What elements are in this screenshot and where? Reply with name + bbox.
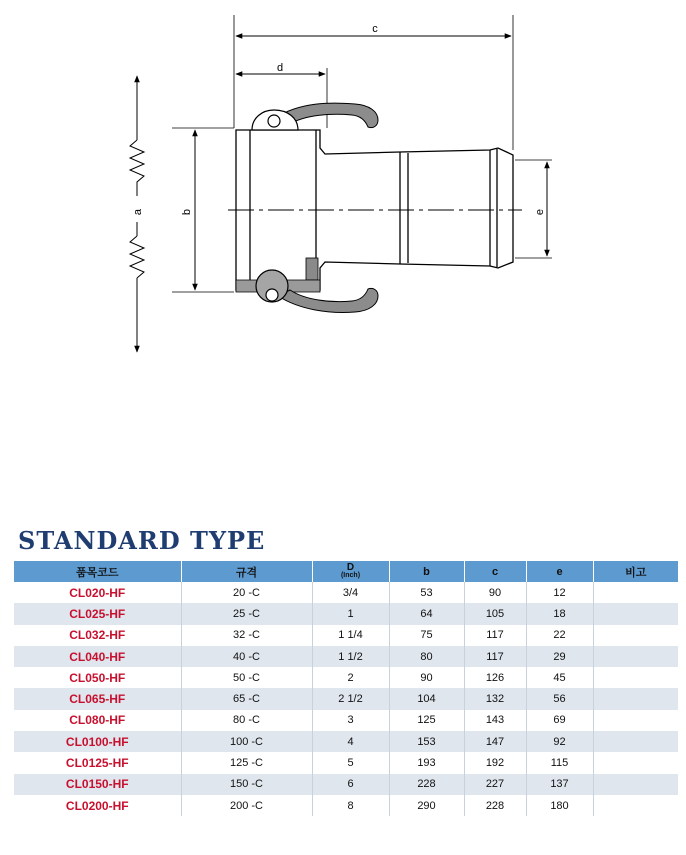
cell-b: 64 xyxy=(389,603,464,624)
cell-spec: 32 -C xyxy=(181,625,312,646)
cell-d: 1 xyxy=(312,603,389,624)
table-row xyxy=(14,667,678,688)
cell-e: 137 xyxy=(526,774,593,795)
spec-table xyxy=(14,561,678,816)
cell-b: 290 xyxy=(389,795,464,816)
cell-c: 147 xyxy=(464,731,526,752)
header-d-unit: (Inch) xyxy=(340,572,361,579)
cell-e: 22 xyxy=(526,625,593,646)
cell-code: CL0125-HF xyxy=(14,752,181,773)
table-header-row xyxy=(14,561,678,582)
dim-label-d: d xyxy=(276,62,284,74)
cell-c: 192 xyxy=(464,752,526,773)
dim-label-c: c xyxy=(372,23,378,35)
cell-c: 90 xyxy=(464,582,526,603)
cell-spec: 65 -C xyxy=(181,688,312,709)
cell-code: CL065-HF xyxy=(14,688,181,709)
table-row xyxy=(14,752,678,773)
gasket-section xyxy=(306,258,318,280)
section-title: STANDARD TYPE xyxy=(18,526,266,555)
cell-note xyxy=(593,731,678,752)
table-row xyxy=(14,582,678,603)
cell-spec: 20 -C xyxy=(181,582,312,603)
table-row xyxy=(14,603,678,624)
header-code: 품목코드 xyxy=(14,561,181,582)
cell-c: 227 xyxy=(464,774,526,795)
cell-b: 90 xyxy=(389,667,464,688)
dim-label-b: b xyxy=(181,208,193,216)
pivot-pin-icon xyxy=(268,115,280,127)
cell-b: 80 xyxy=(389,646,464,667)
table-row xyxy=(14,646,678,667)
cell-c: 117 xyxy=(464,646,526,667)
cell-spec: 100 -C xyxy=(181,731,312,752)
cell-d: 4 xyxy=(312,731,389,752)
cell-code: CL080-HF xyxy=(14,710,181,731)
cell-spec: 150 -C xyxy=(181,774,312,795)
cell-d: 5 xyxy=(312,752,389,773)
table-row xyxy=(14,688,678,709)
cell-note xyxy=(593,688,678,709)
cell-d: 1 1/2 xyxy=(312,646,389,667)
dim-label-a: a xyxy=(132,208,144,216)
cell-code: CL025-HF xyxy=(14,603,181,624)
cell-c: 105 xyxy=(464,603,526,624)
cell-note xyxy=(593,710,678,731)
cell-code: CL040-HF xyxy=(14,646,181,667)
cell-note xyxy=(593,582,678,603)
cell-e: 56 xyxy=(526,688,593,709)
header-note: 비고 xyxy=(593,561,678,582)
cell-note xyxy=(593,625,678,646)
cell-spec: 125 -C xyxy=(181,752,312,773)
upper-cam-arm xyxy=(252,103,378,130)
cell-e: 180 xyxy=(526,795,593,816)
cell-spec: 40 -C xyxy=(181,646,312,667)
cell-spec: 50 -C xyxy=(181,667,312,688)
cell-spec: 80 -C xyxy=(181,710,312,731)
table-row xyxy=(14,710,678,731)
cell-b: 75 xyxy=(389,625,464,646)
header-d xyxy=(312,561,389,582)
cell-code: CL0150-HF xyxy=(14,774,181,795)
table-row xyxy=(14,795,678,816)
dim-label-e: e xyxy=(534,208,546,216)
cell-e: 18 xyxy=(526,603,593,624)
cell-d: 1 1/4 xyxy=(312,625,389,646)
header-spec: 규격 xyxy=(181,561,312,582)
cell-spec: 200 -C xyxy=(181,795,312,816)
cell-code: CL0200-HF xyxy=(14,795,181,816)
cell-e: 29 xyxy=(526,646,593,667)
cell-note xyxy=(593,646,678,667)
header-b: b xyxy=(389,561,464,582)
cell-e: 45 xyxy=(526,667,593,688)
cell-note xyxy=(593,752,678,773)
header-d-label: D xyxy=(346,562,355,573)
header-c: c xyxy=(464,561,526,582)
cell-e: 69 xyxy=(526,710,593,731)
cell-d: 6 xyxy=(312,774,389,795)
cell-c: 126 xyxy=(464,667,526,688)
cell-code: CL0100-HF xyxy=(14,731,181,752)
cell-b: 153 xyxy=(389,731,464,752)
cell-b: 104 xyxy=(389,688,464,709)
table-row xyxy=(14,774,678,795)
cell-code: CL032-HF xyxy=(14,625,181,646)
cell-c: 143 xyxy=(464,710,526,731)
header-e: e xyxy=(526,561,593,582)
cell-c: 117 xyxy=(464,625,526,646)
cell-note xyxy=(593,603,678,624)
cell-d: 2 xyxy=(312,667,389,688)
cell-code: CL020-HF xyxy=(14,582,181,603)
cell-d: 2 1/2 xyxy=(312,688,389,709)
cell-note xyxy=(593,774,678,795)
cell-spec: 25 -C xyxy=(181,603,312,624)
cell-e: 115 xyxy=(526,752,593,773)
cell-note xyxy=(593,667,678,688)
cell-b: 125 xyxy=(389,710,464,731)
cell-d: 8 xyxy=(312,795,389,816)
cell-c: 228 xyxy=(464,795,526,816)
cell-code: CL050-HF xyxy=(14,667,181,688)
pivot-pin-icon xyxy=(266,289,278,301)
cell-b: 193 xyxy=(389,752,464,773)
cell-b: 53 xyxy=(389,582,464,603)
cell-c: 132 xyxy=(464,688,526,709)
cell-note xyxy=(593,795,678,816)
table-row xyxy=(14,731,678,752)
table-row xyxy=(14,625,678,646)
cell-d: 3 xyxy=(312,710,389,731)
cell-d: 3/4 xyxy=(312,582,389,603)
cell-b: 228 xyxy=(389,774,464,795)
cell-e: 92 xyxy=(526,731,593,752)
cell-e: 12 xyxy=(526,582,593,603)
